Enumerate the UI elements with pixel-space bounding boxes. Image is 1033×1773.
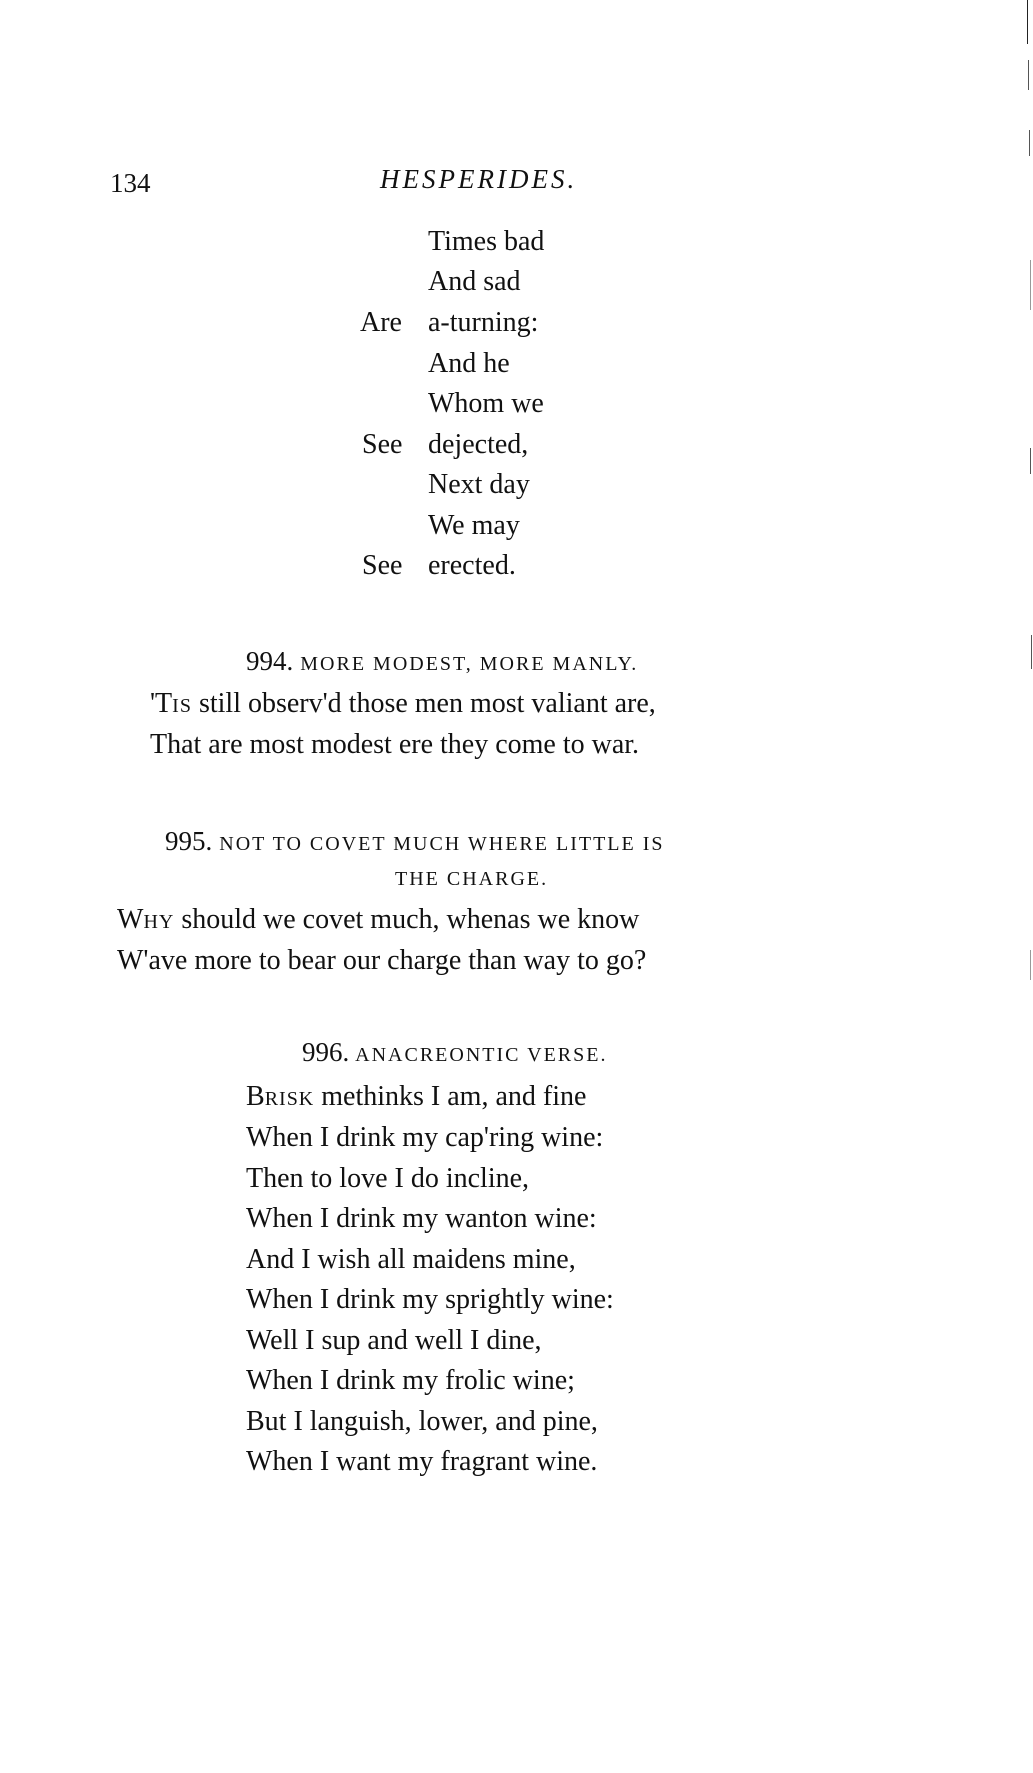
poem-title: NOT TO COVET MUCH WHERE LITTLE IS (219, 833, 665, 855)
verse-line-prefix: See (362, 550, 403, 581)
verse-line: dejected, (428, 429, 529, 460)
poem-title: ANACREONTIC VERSE. (355, 1044, 608, 1066)
verse-line-prefix: Are (360, 307, 402, 338)
verse-line: When I drink my sprightly wine: (246, 1284, 614, 1315)
verse-line: When I want my fragrant wine. (246, 1446, 598, 1477)
verse-line: W'ave more to bear our charge than way to go? (117, 945, 647, 976)
poem-heading (302, 1039, 607, 1066)
poem-number: 994. (246, 646, 294, 676)
poem-heading (165, 828, 665, 855)
running-head: HESPERIDES. (380, 164, 578, 194)
poem-title: MORE MODEST, MORE MANLY. (300, 653, 639, 675)
verse-line: Whom we (428, 388, 544, 419)
scan-edge-mark (1027, 0, 1028, 44)
verse-line: a-turning: (428, 307, 539, 338)
poem-number: 995. (165, 826, 213, 856)
scan-edge-mark (1030, 448, 1031, 474)
scan-edge-mark (1030, 950, 1031, 980)
verse-line: And I wish all maidens mine, (246, 1244, 576, 1275)
verse-line-rest: should we covet much, whenas we know (174, 904, 640, 935)
verse-line: We may (428, 510, 520, 541)
first-word-small-caps: RISK (264, 1088, 315, 1110)
verse-line: When I drink my frolic wine; (246, 1365, 575, 1396)
first-word-initial: 'T (150, 688, 173, 719)
verse-line: Next day (428, 469, 530, 500)
first-word-small-caps: HY (143, 911, 175, 933)
first-word-small-caps: IS (172, 695, 192, 717)
scan-edge-mark (1030, 260, 1031, 310)
verse-line: Well I sup and well I dine, (246, 1325, 542, 1356)
verse-line: And he (428, 348, 510, 379)
verse-line: That are most modest ere they come to war. (150, 729, 640, 760)
verse-line: erected. (428, 550, 516, 581)
verse-line: And sad (428, 266, 521, 297)
poem-heading (246, 648, 638, 675)
verse-line-rest: still observ'd those men most valiant are, (191, 688, 656, 719)
verse-line (150, 690, 656, 718)
poem-title-continued: THE CHARGE. (395, 868, 549, 890)
page-number: 134 (110, 168, 151, 198)
first-word-initial: B (246, 1081, 265, 1112)
poem-number: 996. (302, 1037, 350, 1067)
verse-line: When I drink my wanton wine: (246, 1203, 597, 1234)
verse-line: Then to love I do incline, (246, 1163, 530, 1194)
verse-line-rest: methinks I am, and fine (314, 1081, 587, 1112)
verse-line-prefix: See (362, 429, 403, 460)
first-word-initial: W (117, 904, 144, 935)
scan-edge-mark (1031, 635, 1032, 669)
verse-line (117, 906, 639, 934)
scan-edge-mark (1028, 60, 1029, 90)
scan-edge-mark (1029, 130, 1030, 156)
verse-line (246, 1083, 586, 1111)
verse-line: Times bad (428, 226, 545, 257)
verse-line: But I languish, lower, and pine, (246, 1406, 598, 1437)
verse-line: When I drink my cap'ring wine: (246, 1122, 604, 1153)
